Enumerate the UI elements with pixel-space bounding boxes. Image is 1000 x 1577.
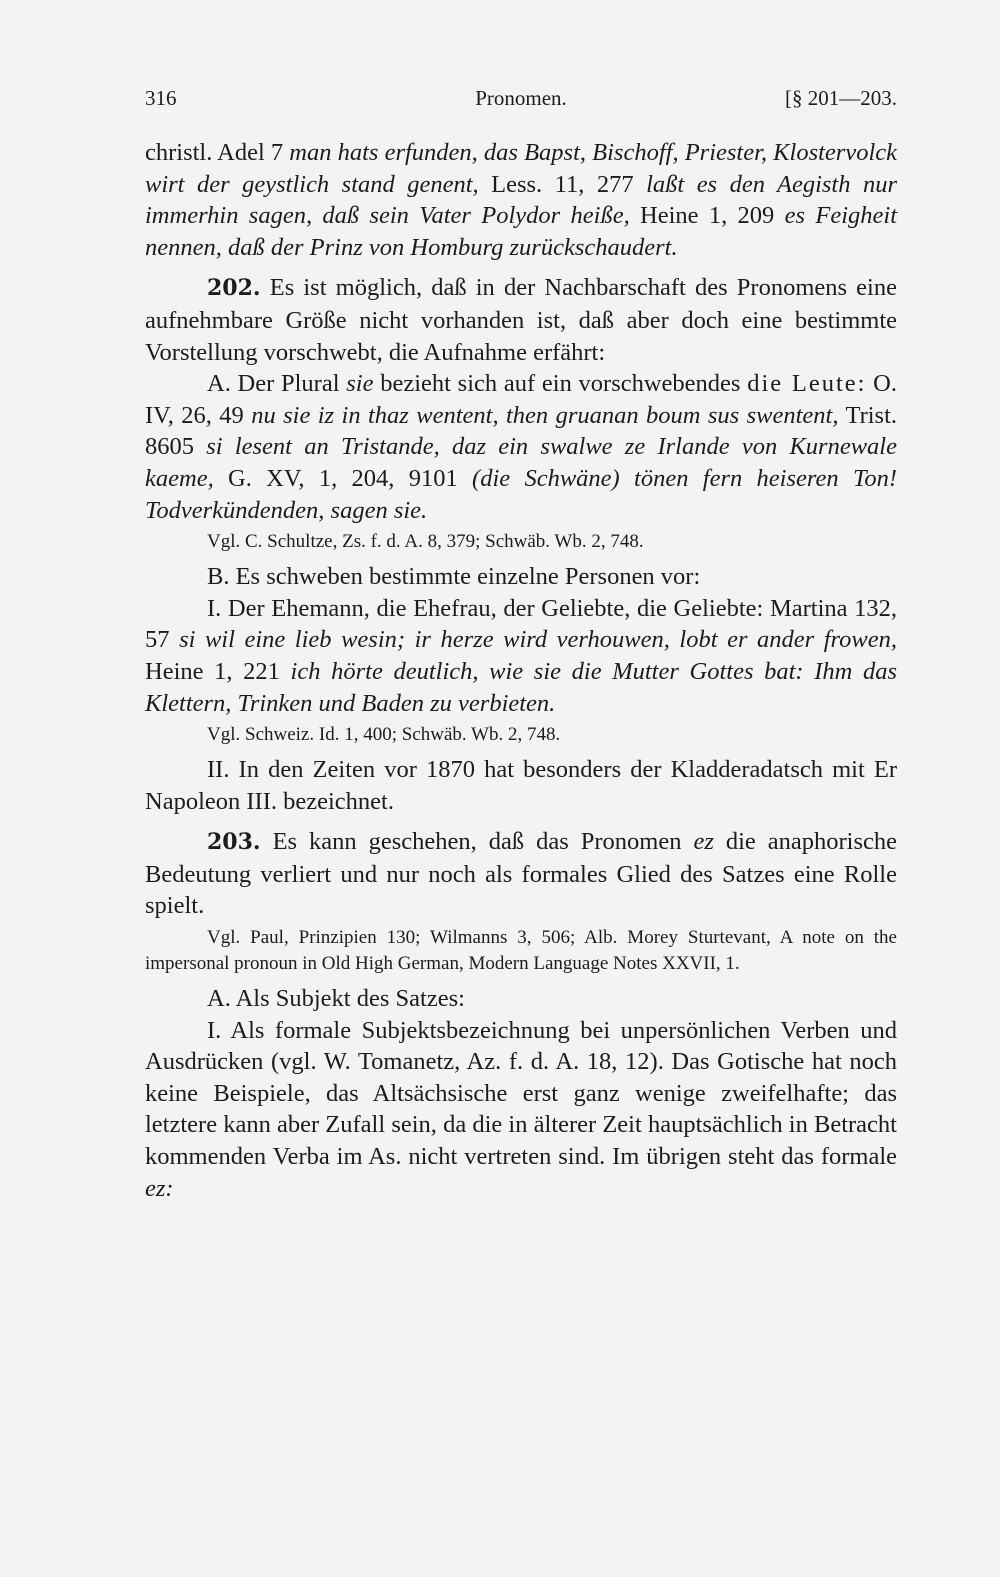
paragraph-i2: I. Als formale Subjektsbezeichnung bei unpersönlichen Verben und Ausdrücken (vgl. W. Tomanetz, Az. f. d. A. 18, 12). Das Gotische hat noch keine Beispiele, das Altsächsische erst ganz wenige zweifelhafte; das letztere kann aber Zufall sein, da die in älterer Zeit hauptsächlich in Betracht kommenden Verba im As. nicht vertreten sind. Im übrigen steht das formale ez:	[145, 1016, 897, 1202]
reference-note: Vgl. Paul, Prinzipien 130; Wilmanns 3, 506; Alb. Morey Sturtevant, A note on the impersonal pronoun in Old High German, Modern Language Notes XXVII, 1.	[145, 927, 897, 975]
section-number: 202.	[207, 275, 261, 302]
paragraph-a2: A. Als Subjekt des Satzes:	[207, 985, 465, 1013]
reference-note: Vgl. Schweiz. Id. 1, 400; Schwäb. Wb. 2, 748.	[207, 724, 561, 746]
running-header	[145, 82, 897, 118]
paragraph-b: B. Es schweben bestimmte einzelne Personen vor:	[207, 563, 701, 591]
paragraph-continuation: christl. Adel 7 man hats erfunden, das Bapst, Bischoff, Priester, Klostervolck wirt der geystlich stand genent, Less. 11, 277 laßt es den Aegisth nur immerhin sagen, daß sein Vater Polydor heiße, Heine 1, 209 es Feigheit nennen, daß der Prinz von Homburg zurückschaudert.	[145, 139, 898, 261]
section-203: 203. Es kann geschehen, daß das Pronomen ez die anaphorische Bedeutung verliert und nur noch als formales Glied des Satzes eine Rolle spielt.	[145, 828, 898, 920]
reference-note: Vgl. C. Schultze, Zs. f. d. A. 8, 379; Schwäb. Wb. 2, 748.	[207, 531, 644, 553]
running-title: Pronomen.	[475, 86, 567, 110]
section-number: 203.	[207, 829, 261, 856]
book-page	[145, 82, 897, 1204]
paragraph-a: A. Der Plural sie bezieht sich auf ein vorschwebendes die Leute: O. IV, 26, 49 nu sie iz in thaz wentent, then gruanan boum sus swentent, Trist. 8605 si lesent an Tristande, daz ein swalwe ze Irlande von Kurnewale kaeme, G. XV, 1, 204, 9101 (die Schwäne) tönen fern heiseren Ton! Todverkündenden, sagen sie.	[145, 370, 898, 524]
paragraph-ii: II. In den Zeiten vor 1870 hat besonders der Kladderadatsch mit Er Napoleon III. bezeichnet.	[145, 756, 897, 815]
paragraph-i: I. Der Ehemann, die Ehefrau, der Geliebte, die Geliebte: Martina 132, 57 si wil eine lieb wesin; ir herze wird verhouwen, lobt er ander frowen, Heine 1, 221 ich hörte deutlich, wie sie die Mutter Gottes bat: Ihm das Klettern, Trinken und Baden zu verbieten.	[145, 594, 898, 717]
section-202: 202. Es ist möglich, daß in der Nachbarschaft des Pronomens eine aufnehmbare Größe nicht vorhanden ist, daß aber doch eine bestimmte Vorstellung vorschwebt, die Aufnahme erfährt:	[145, 274, 897, 366]
section-range: [§ 201—203.	[785, 86, 897, 110]
page-body	[145, 137, 897, 1204]
page-number: 316	[145, 86, 177, 110]
